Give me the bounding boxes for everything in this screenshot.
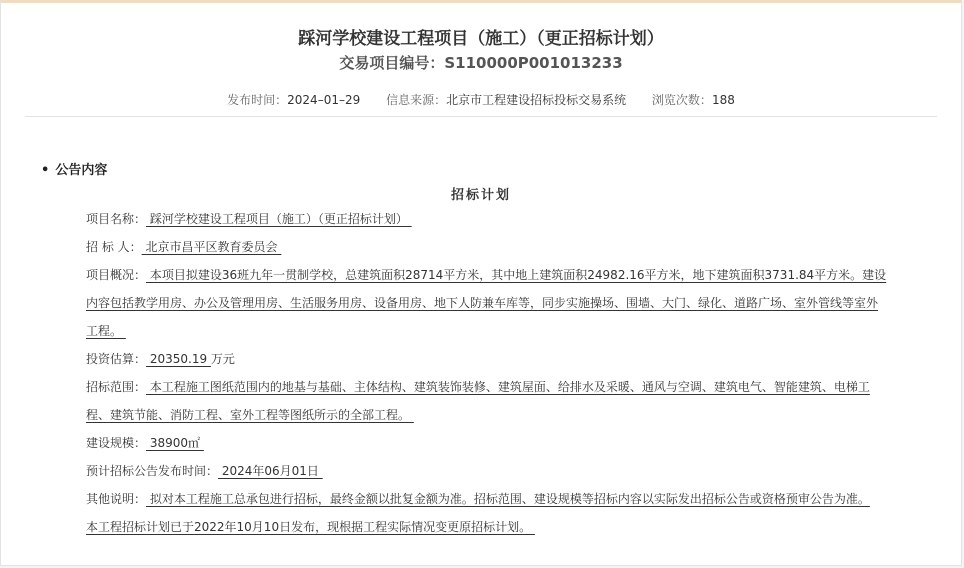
page-title: 踩河学校建设工程项目（施工）（更正招标计划）: [298, 29, 664, 49]
section-heading: [41, 162, 107, 180]
field-label: 招 标 人：: [86, 240, 142, 254]
field-label: 招标范围：: [86, 380, 147, 394]
field-label: 项目概况：: [86, 268, 147, 282]
meta-info: [1, 91, 961, 109]
field-project-name: [86, 205, 886, 233]
project-number-label: 交易项目编号：: [339, 54, 445, 72]
field-other: [86, 485, 886, 513]
field-value: 北京市昌平区教育委员会: [141, 240, 282, 254]
field-overview-line2: [86, 289, 886, 317]
field-value-line3: 工程。: [86, 324, 126, 338]
field-label: 预计招标公告发布时间：: [86, 464, 219, 478]
field-label: 项目名称：: [86, 212, 147, 226]
plan-title: 招标计划: [450, 188, 511, 203]
view-count-value: 188: [711, 93, 735, 107]
field-scale: [86, 429, 886, 457]
field-value-line2: 本工程招标计划已于2022年10月10日发布，现根据工程实际情况变更原招标计划。: [86, 520, 535, 534]
project-number: [1, 52, 961, 74]
field-label: 投资估算：: [86, 352, 147, 366]
field-value-line2: 内容包括教学用房、办公及管理用房、生活服务用房、设备用房、地下人防兼车库等，同步实施操场、围墙、大门、绿化、道路广场、室外管线等室外: [86, 296, 879, 310]
header-divider: [25, 116, 937, 117]
field-notice-date: [86, 457, 886, 485]
info-source-value: 北京市工程建设招标投标交易系统: [446, 93, 627, 107]
info-source-label: 信息来源：: [386, 93, 447, 107]
bullet-icon: •: [41, 163, 50, 178]
field-value: 38900㎡: [146, 436, 204, 450]
field-value-line1: 拟对本工程施工总承包进行招标，最终金额以批复金额为准。招标范围、建设规模等招标内容以实际发出招标公告或资格预审公告为准。: [146, 492, 870, 506]
view-count: [652, 93, 735, 107]
field-scope-line2: [86, 401, 886, 429]
field-tenderer: [86, 233, 886, 261]
field-investment: [86, 345, 886, 373]
view-count-label: 浏览次数：: [651, 93, 712, 107]
publish-time-label: 发布时间：: [227, 93, 288, 107]
info-source: [386, 93, 626, 107]
field-value: 踩河学校建设工程项目（施工）（更正招标计划）: [146, 212, 412, 226]
publish-time-value: 2024–01–29: [287, 93, 361, 107]
field-label: 建设规模：: [86, 436, 147, 450]
project-number-value: S110000P001013233: [444, 54, 623, 72]
field-value: 2024年06月01日: [218, 464, 323, 478]
section-title: 公告内容: [55, 163, 108, 178]
field-value: 20350.19: [146, 352, 211, 366]
field-label: 其他说明：: [86, 492, 147, 506]
field-other-line2: [86, 513, 886, 541]
field-value-line1: 本项目拟建设36班九年一贯制学校，总建筑面积28714平方米，其中地上建筑面积24982.16平方米，地下建筑面积3731.84平方米。建设: [146, 268, 887, 282]
field-scope: [86, 373, 886, 401]
field-value-line2: 程、建筑节能、消防工程、室外工程等图纸所示的全部工程。: [86, 408, 414, 422]
field-value-line1: 本工程施工图纸范围内的地基与基础、主体结构、建筑装饰装修、建筑屋面、给排水及采暖、通风与空调、建筑电气、智能建筑、电梯工: [146, 380, 870, 394]
field-overview: [86, 261, 886, 289]
field-overview-line3: [86, 317, 886, 345]
publish-time: [227, 93, 360, 107]
field-unit: 万元: [210, 352, 235, 366]
